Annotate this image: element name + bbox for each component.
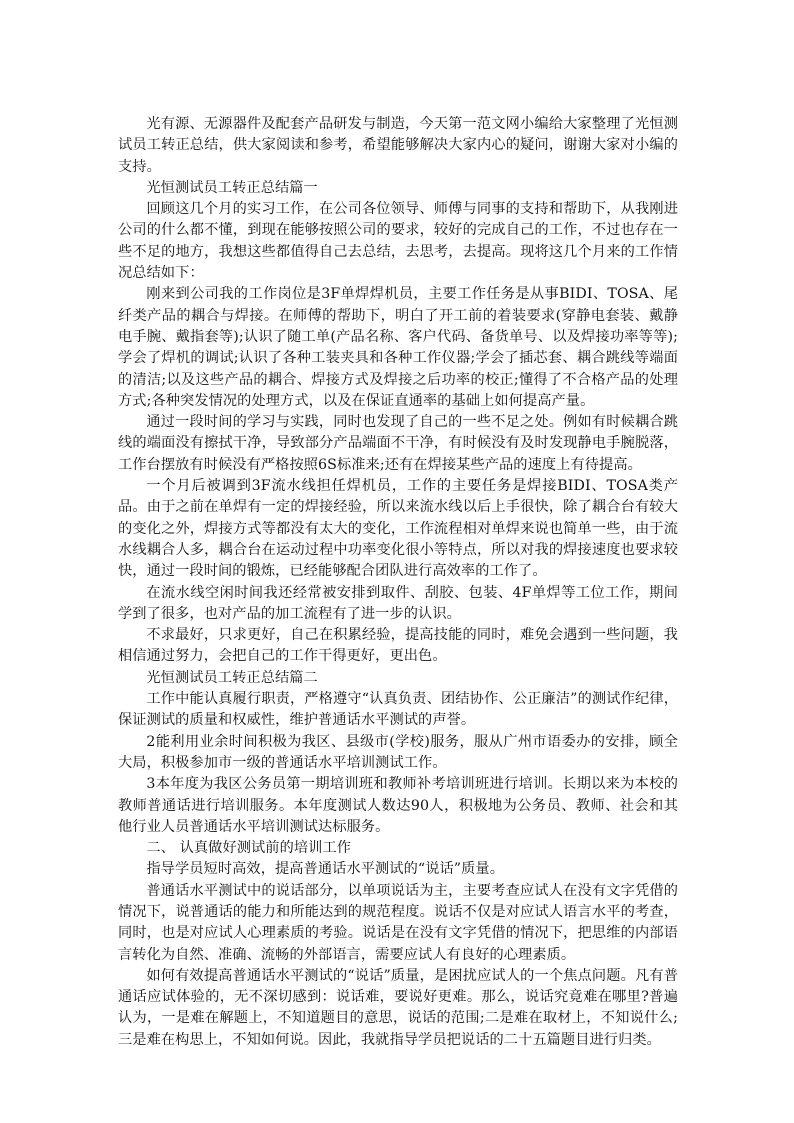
- paragraph: 回顾这几个月的实习工作，在公司各位领导、师傅与同事的支持和帮助下，从我刚进公司的什么都不懂，到现在能够按照公司的要求，较好的完成自己的工作，不过也存在一些不足的地方，我想这些都值得自己去总结，去思考，去提高。现将这几个月来的工作情况总结如下：: [118, 201, 678, 282]
- document-page: [118, 114, 678, 1051]
- section-heading-training: 二、 认真做好测试前的培训工作: [146, 840, 352, 857]
- paragraph: 2能利用业余时间积极为我区、县级市(学校)服务，服从广州市语委办的安排，顾全大局，积极参加市一级的普通话水平培训测试工作。: [118, 733, 678, 771]
- paragraph: 刚来到公司我的工作岗位是3F单焊焊机员，主要工作任务是从事BIDI、TOSA、尾纤类产品的耦合与焊接。在师傅的帮助下，明白了开工前的着装要求(穿静电套装、戴静电手腕、戴指套等);认识了随工单(产品名称、客户代码、备货单号、以及焊接功率等等);学会了焊机的调试;认识了各种工装夹具和各种工作仪器;学会了插芯套、耦合跳线等端面的清洁;以及这些产品的耦合、焊接方式及焊接之后功率的校正;懂得了不合格产品的处理方式;各种突发情况的处理方式，以及在保证直通率的基础上如何提高产量。: [118, 286, 678, 409]
- paragraph: 普通话水平测试中的说话部分，以单项说话为主，主要考查应试人在没有文字凭借的情况下，说普通话的能力和所能达到的规范程度。说话不仅是对应试人语言水平的考查，同时，也是对应试人心理素质的考验。说话是在没有文字凭借的情况下，把思维的内部语言转化为自然、准确、流畅的外部语言，需要应试人有良好的心理素质。: [118, 882, 678, 963]
- intro-paragraph: 光有源、无源器件及配套产品研发与制造，今天第一范文网小编给大家整理了光恒测试员工转正总结，供大家阅读和参考，希望能够解决大家内心的疑问，谢谢大家对小编的支持。: [118, 116, 678, 175]
- paragraph: 不求最好，只求更好，自己在积累经验，提高技能的同时，难免会遇到一些问题，我相信通过努力，会把自己的工作干得更好，更出色。: [118, 627, 678, 665]
- paragraph: 一个月后被调到3F流水线担任焊机员，工作的主要任务是焊接BIDI、TOSA类产品。由于之前在单焊有一定的焊接经验，所以来流水线以后上手很快，除了耦合台有较大的变化之外，焊接方式等都没有太大的变化，工作流程相对单焊来说也简单一些，由于流水线耦合人多，耦合台在运动过程中功率变化很小等特点，所以对我的焊接速度也要求较快，通过一段时间的锻炼，已经能够配合团队进行高效率的工作了。: [118, 478, 678, 580]
- section-heading-part-one: 光恒测试员工转正总结篇一: [146, 179, 318, 196]
- paragraph: 3本年度为我区公务员第一期培训班和教师补考培训班进行培训。长期以来为本校的教师普通话进行培训服务。本年度测试人数达90人，积极地为公务员、教师、社会和其他行业人员普通话水平培训测试达标服务。: [118, 776, 678, 835]
- paragraph: 通过一段时间的学习与实践，同时也发现了自己的一些不足之处。例如有时候耦合跳线的端面没有擦拭干净，导致部分产品端面不干净，有时候没有及时发现静电手腕脱落，工作台摆放有时候没有严格按照6S标准来;还有在焊接某些产品的速度上有待提高。: [118, 414, 678, 473]
- section-heading-part-two: 光恒测试员工转正总结篇二: [146, 669, 318, 686]
- paragraph: 工作中能认真履行职责，严格遵守“认真负责、团结协作、公正廉洁”的测试作纪律，保证测试的质量和权威性，维护普通话水平测试的声誉。: [118, 691, 678, 729]
- paragraph: 在流水线空闲时间我还经常被安排到取件、刮胶、包装、4F单焊等工位工作，期间学到了很多，也对产品的加工流程有了进一步的认识。: [118, 584, 678, 622]
- paragraph: 如何有效提高普通话水平测试的“说话”质量，是困扰应试人的一个焦点问题。凡有普通话应试体验的，无不深切感到：说话难，要说好更难。那么，说话究竟难在哪里?普遍认为，一是难在解题上，不知道题目的意思，说话的范围;二是难在取材上，不知说什么;三是难在构思上，不知如何说。因此，我就指导学员把说话的二十五篇题目进行归类。: [118, 967, 678, 1048]
- paragraph: 指导学员短时高效，提高普通话水平测试的“说话”质量。: [146, 861, 504, 878]
